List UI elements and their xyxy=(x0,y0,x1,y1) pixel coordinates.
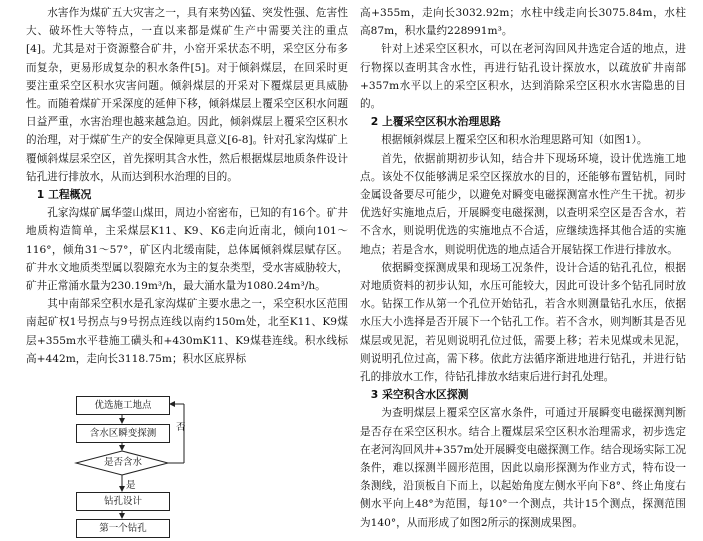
flow-no-label: 否 xyxy=(176,422,186,433)
drainage-plan-paragraph: 针对上述采空区积水，可以在老河沟回风井选定合适的地点，进行物探以查明其含水性，再进行钻孔设计探放水，以疏放矿井南部+357m水平以上的采空区积水，达到消除采空区积水水害隐患的目的。 xyxy=(360,43,686,111)
intro-paragraph: 水害作为煤矿五大灾害之一，具有来势凶猛、突发性强、危害性大、破坏性大等特点，一直以来都是煤矿生产中需要关注的重点[4]。尤其是对于资源整合矿井，小窑开采状态不明，采空区分布多而复杂，更易形成复杂的积水条件[5]。对于倾斜煤层，在回采时更要注重采空区积水灾害问题。倾斜煤层的开采对下覆煤层更具威胁性。而随着煤矿开采深度的延伸下移，倾斜煤层上覆采空区积水问题日益严重，水害治理也越来越急迫。因此，倾斜煤层上覆采空区积水的治理，对于煤矿生产的安全保障更具意义[6-8]。针对孔家沟煤矿上覆倾斜煤层采空区，首先探明其含水性，然后根据煤层地质条件设计钻孔进行排放水，从而达到积水治理的目的。 xyxy=(26,7,348,183)
flow-step-borehole-design: 钻孔设计 xyxy=(76,492,170,511)
water-area-paragraph: 其中南部采空积水是孔家沟煤矿主要水患之一，采空积水区范围南起矿权1号拐点与9号拐点连线以南约150m处，北至K11、K9煤层+355m水平巷施工磺头和+430mK11、K9煤巷连线。积水线标高+442m，走向长3118.75m；积水区底界标 xyxy=(26,298,348,365)
flow-step-tem-detection: 含水区瞬变探测 xyxy=(76,424,170,443)
section-heading-1: 1 工程概况 xyxy=(36,188,92,202)
right-column xyxy=(360,4,686,532)
borehole-paragraph: 依据瞬变探测成果和现场工况条件，设计合适的钻孔孔位，根据对地质资料的初步认知，水压可能较大，因此可设计多个钻孔同时放水。钻探工作从第一个孔位开始钻孔，若含水则测量钻孔水压，依据水压大小选择是否开展下一个钻孔工作。若不含水，则判断其是否见煤层或见泥，若见则说明孔位过低，需要上移；若未见煤或未见泥，则说明孔位过高，需下移。依此方法循序渐进地进行钻孔，并进行钻孔的排放水工作，待钻孔排放水结束后进行封孔处理。 xyxy=(360,261,686,384)
section-heading-2: 2 上覆采空区积水治理思路 xyxy=(370,115,501,129)
flow-decision-label: 是否含水 xyxy=(103,457,142,468)
flow-step-select-site: 优选施工地点 xyxy=(76,396,170,415)
project-overview-paragraph: 孔家沟煤矿属华蓥山煤田，周边小窑密布，已知的有16个。矿井地质构造简单，主采煤层K11、K9、K6走向近南北，倾向101～116°，倾角31～57°，矿区内北缓南陡，总体属倾斜煤层赋存区。矿井水文地质类型属以裂隙充水为主的复杂类型，受水害威胁较大，矿井正常涌水量为230.19m³/h，最大涌水量为1080.24m³/h。 xyxy=(26,207,348,293)
section-heading-3: 3 采空积含水区探测 xyxy=(370,388,469,402)
flowchart-figure xyxy=(72,395,212,541)
left-column xyxy=(26,4,348,368)
approach-intro-paragraph: 根据倾斜煤层上覆采空区和积水治理思路可知（如图1）。 xyxy=(381,134,648,147)
detection-paragraph: 为查明煤层上覆采空区富水条件，可通过开展瞬变电磁探测判断是否存在采空区积水。结合上覆煤层采空区积水治理需求，初步选定在老河沟回风井+357m处开展瞬变电磁探测工作。结合现场实际工况条件，难以探测半圆形范围，因此以扇形探测为作业方式，特布设一条测线，沿顶板自下而上，以起始角度左侧水平向下8°、终止角度右侧水平向上48°为范围，每10°一个测点，共计15个测点，探测范围为140°，从而形成了如图2所示的探测成果图。 xyxy=(360,407,686,529)
flow-yes-label: 是 xyxy=(126,480,136,491)
site-selection-paragraph: 首先，依据前期初步认知，结合井下现场环境，设计优选施工地点。该处不仅能够满足采空区探放水的目的，还能够布置钻机，同时金属设备要尽可能少，以避免对瞬变电磁探测富水性产生干扰。初步优选好实施地点后，开展瞬变电磁探测，以查明采空区是否含水，若不含水，则说明优选的实施地点不合适，应继续选择其他合适的实施地点；若是含水，则说明优选的地点适合开展钻探工作进行排放水。 xyxy=(360,152,686,256)
flow-step-first-borehole: 第一个钻孔 xyxy=(76,519,170,538)
continuation-paragraph: 高+355m，走向长3032.92m；水柱中线走向长3075.84m，水柱高87m，积水量约228991m³。 xyxy=(360,7,686,38)
